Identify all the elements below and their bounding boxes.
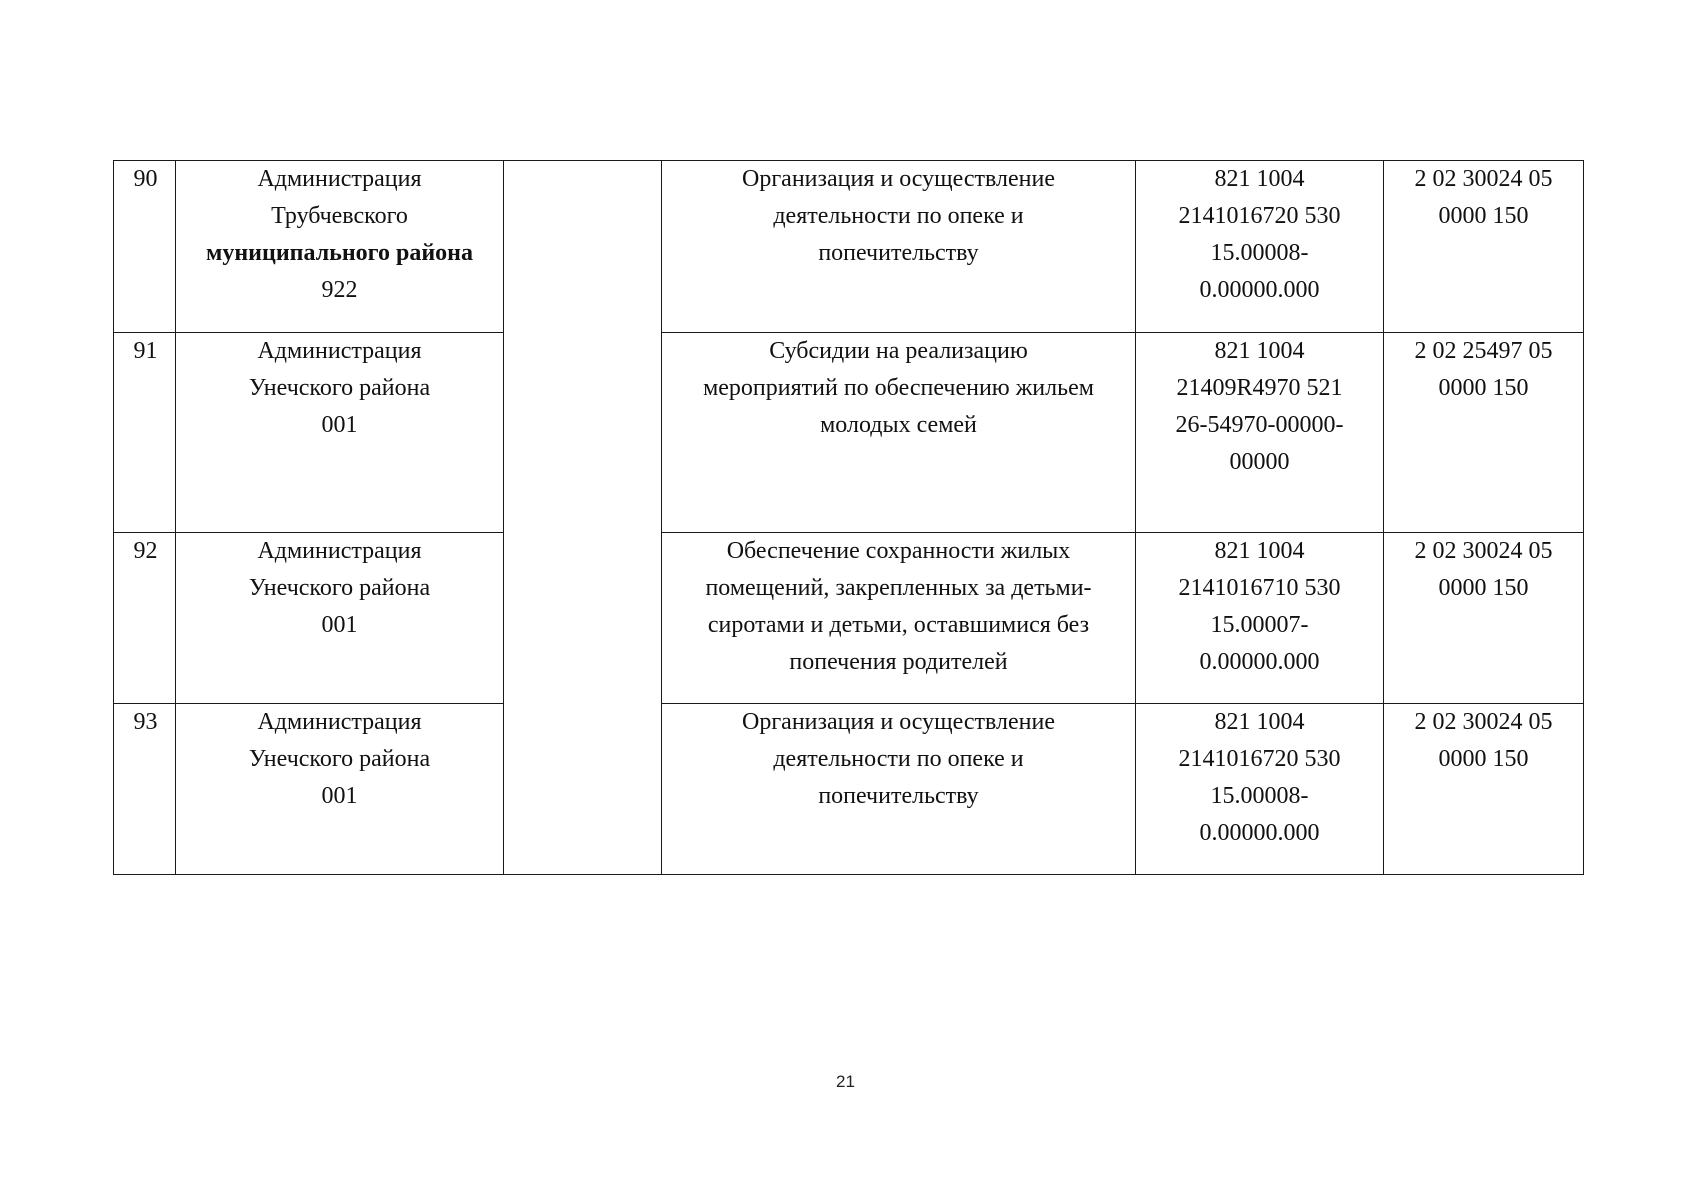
org-line: Администрация bbox=[257, 166, 422, 192]
row-number bbox=[114, 161, 176, 333]
table-row bbox=[114, 333, 1584, 533]
code-line: 21409R4970 521 bbox=[1176, 375, 1343, 401]
budget-code-cell bbox=[1136, 533, 1384, 704]
table-row bbox=[114, 161, 1584, 333]
row-number-text: 92 bbox=[133, 538, 158, 564]
table-row bbox=[114, 533, 1584, 704]
purpose-cell bbox=[662, 704, 1136, 875]
org-line: Администрация bbox=[257, 538, 422, 564]
account-line: 0000 150 bbox=[1438, 575, 1529, 601]
purpose-cell bbox=[662, 161, 1136, 333]
account-line: 2 02 25497 05 bbox=[1414, 338, 1553, 364]
purpose-line: Организация и осуществление bbox=[741, 166, 1055, 192]
organization-cell bbox=[176, 333, 504, 533]
code-line: 26-54970-00000- bbox=[1175, 412, 1344, 438]
org-line: Унечского района bbox=[248, 575, 431, 601]
table-row bbox=[114, 704, 1584, 875]
org-line: Трубчевского bbox=[271, 203, 408, 229]
purpose-line: помещений, закрепленных за детьми- bbox=[705, 575, 1092, 601]
subsidy-table bbox=[113, 160, 1584, 875]
budget-code-cell bbox=[1136, 333, 1384, 533]
org-line: Унечского района bbox=[248, 375, 431, 401]
org-line: 001 bbox=[321, 412, 358, 438]
purpose-line: мероприятий по обеспечению жильем bbox=[703, 375, 1094, 401]
purpose-line: Организация и осуществление bbox=[741, 709, 1055, 735]
purpose-line: попечительству bbox=[818, 240, 979, 266]
purpose-line: деятельности по опеке и bbox=[773, 203, 1024, 229]
org-line: Администрация bbox=[257, 709, 422, 735]
code-line: 0.00000.000 bbox=[1199, 277, 1320, 303]
organization-cell bbox=[176, 704, 504, 875]
org-line: 001 bbox=[321, 612, 358, 638]
purpose-line: попечения родителей bbox=[789, 649, 1008, 675]
code-line: 15.00008- bbox=[1210, 240, 1309, 266]
empty-column bbox=[504, 161, 662, 875]
revenue-code-cell bbox=[1384, 333, 1584, 533]
org-line: муниципального района bbox=[206, 240, 473, 266]
purpose-cell bbox=[662, 533, 1136, 704]
budget-code-cell bbox=[1136, 704, 1384, 875]
row-number-text: 91 bbox=[133, 338, 158, 364]
purpose-line: сиротами и детьми, оставшимися без bbox=[707, 612, 1090, 638]
purpose-line: Обеспечение сохранности жилых bbox=[726, 538, 1071, 564]
code-line: 00000 bbox=[1229, 449, 1290, 475]
org-line: Администрация bbox=[257, 338, 422, 364]
code-line: 2141016720 530 bbox=[1178, 746, 1341, 772]
org-line: 001 bbox=[321, 783, 358, 809]
row-number-text: 90 bbox=[133, 166, 158, 192]
account-line: 2 02 30024 05 bbox=[1414, 538, 1553, 564]
purpose-line: молодых семей bbox=[820, 412, 977, 438]
org-line: 922 bbox=[321, 277, 358, 303]
code-line: 821 1004 bbox=[1214, 338, 1305, 364]
budget-code-cell bbox=[1136, 161, 1384, 333]
purpose-line: попечительству bbox=[818, 783, 979, 809]
org-line: Унечского района bbox=[248, 746, 431, 772]
account-line: 2 02 30024 05 bbox=[1414, 709, 1553, 735]
organization-cell bbox=[176, 161, 504, 333]
row-number bbox=[114, 704, 176, 875]
code-line: 821 1004 bbox=[1214, 166, 1305, 192]
code-line: 2141016710 530 bbox=[1178, 575, 1341, 601]
row-number bbox=[114, 333, 176, 533]
purpose-line: Субсидии на реализацию bbox=[769, 338, 1028, 364]
row-number-text: 93 bbox=[133, 709, 158, 735]
code-line: 0.00000.000 bbox=[1199, 649, 1320, 675]
purpose-cell bbox=[662, 333, 1136, 533]
code-line: 15.00007- bbox=[1210, 612, 1309, 638]
account-line: 0000 150 bbox=[1438, 203, 1529, 229]
code-line: 2141016720 530 bbox=[1178, 203, 1341, 229]
organization-cell bbox=[176, 533, 504, 704]
row-number bbox=[114, 533, 176, 704]
account-line: 0000 150 bbox=[1438, 746, 1529, 772]
code-line: 821 1004 bbox=[1214, 709, 1305, 735]
code-line: 0.00000.000 bbox=[1199, 820, 1320, 846]
page-number: 21 bbox=[836, 1072, 855, 1091]
revenue-code-cell bbox=[1384, 161, 1584, 333]
code-line: 15.00008- bbox=[1210, 783, 1309, 809]
account-line: 2 02 30024 05 bbox=[1414, 166, 1553, 192]
code-line: 821 1004 bbox=[1214, 538, 1305, 564]
revenue-code-cell bbox=[1384, 533, 1584, 704]
purpose-line: деятельности по опеке и bbox=[773, 746, 1024, 772]
revenue-code-cell bbox=[1384, 704, 1584, 875]
account-line: 0000 150 bbox=[1438, 375, 1529, 401]
